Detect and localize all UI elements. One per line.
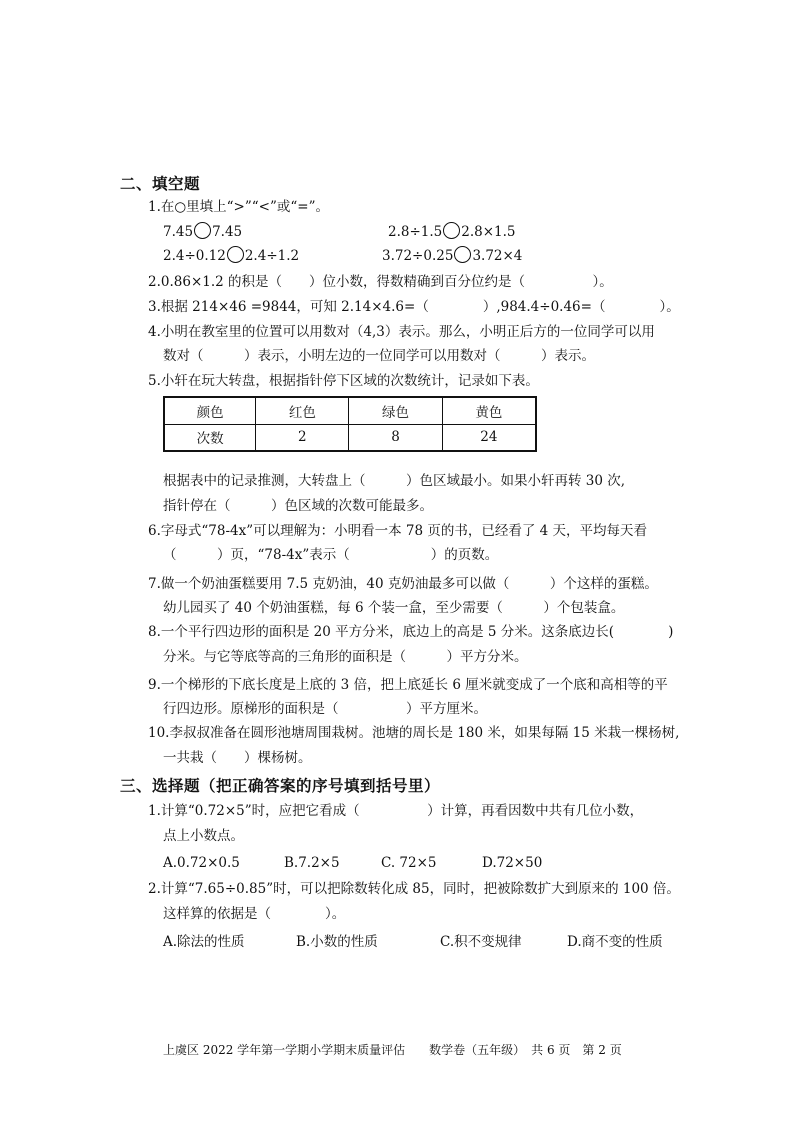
s3-q1-option-b[interactable]: B.7.2×5: [284, 855, 340, 871]
q3-text: 3.根据 214×46 =9844，可知 2.14×4.6=（ ）,984.4÷0.46=（ ）。: [148, 299, 680, 315]
s3-q1-option-a[interactable]: A.0.72×0.5: [163, 855, 240, 871]
table-cell: 24: [442, 424, 536, 451]
s3-q2-option-d[interactable]: D.商不变的性质: [567, 934, 663, 950]
q6-line-2: （ ）页，“78-4x”表示（ ）的页数。: [163, 547, 499, 563]
s3-q1-line-2: 点上小数点。: [163, 828, 244, 844]
q7-line-1: 7.做一个奶油蛋糕要用 7.5 克奶油，40 克奶油最多可以做（ ）个这样的蛋糕。: [148, 576, 658, 592]
compare-circle-icon[interactable]: [194, 222, 211, 239]
q1-item-3-left: 2.4÷0.12: [163, 248, 226, 264]
table-header-cell: 绿色: [349, 397, 442, 424]
q1-item-1-left: 7.45: [163, 224, 194, 240]
q1-item-4-right: 3.72×4: [472, 248, 523, 264]
table-header-cell: 颜色: [164, 397, 256, 424]
table-header-cell: 红色: [256, 397, 349, 424]
table-cell: 次数: [164, 424, 256, 451]
table-cell: 8: [349, 424, 442, 451]
compare-circle-icon[interactable]: [227, 246, 244, 263]
q1-item-1: [163, 222, 242, 242]
q7-line-2: 幼儿园买了 40 个奶油蛋糕，每 6 个装一盒，至少需要（ ）个包装盒。: [163, 600, 625, 616]
q6-line-1: 6.字母式“78-4x”可以理解为：小明看一本 78 页的书，已经看了 4 天，平均每天看: [148, 523, 648, 539]
section-title-choice: 三、选择题（把正确答案的序号填到括号里）: [120, 777, 441, 795]
q5-text: 5.小轩在玩大转盘，根据指针停下区域的次数统计，记录如下表。: [148, 373, 539, 389]
q1-item-2-right: 2.8×1.5: [461, 224, 516, 240]
s3-q1-option-d[interactable]: D.72×50: [482, 855, 543, 871]
q1-item-3: [163, 246, 299, 266]
q1-item-2: [388, 222, 516, 242]
s3-q1-line-1: 1.计算“0.72×5”时，应把它看成（ ）计算，再看因数中共有几位小数，: [148, 803, 644, 819]
table-cell: 2: [256, 424, 349, 451]
q2-text: 2.0.86×1.2 的积是（ ）位小数，得数精确到百分位约是（ ）。: [148, 274, 613, 290]
q1-item-3-right: 2.4÷1.2: [244, 248, 300, 264]
compare-circle-icon[interactable]: [454, 246, 471, 263]
s3-q2-line-2: 这样算的依据是（ ）。: [163, 906, 346, 922]
q9-line-2: 行四边形。原梯形的面积是（ ）平方厘米。: [163, 701, 487, 717]
q8-line-2: 分米。与它等底等高的三角形的面积是（ ）平方分米。: [163, 649, 528, 665]
table-row: [164, 424, 536, 451]
table-row: [164, 397, 536, 424]
q1-item-1-right: 7.45: [212, 224, 243, 240]
q1-item-2-left: 2.8÷1.5: [388, 224, 443, 240]
compare-circle-icon[interactable]: [443, 222, 460, 239]
q10-line-2: 一共栽（ ）棵杨树。: [163, 750, 312, 766]
s3-q1-option-c[interactable]: C. 72×5: [381, 855, 437, 871]
section-title-fill-blank: 二、填空题: [120, 175, 201, 193]
s3-q2-option-c[interactable]: C.积不变规律: [440, 934, 522, 950]
q5-line-3: 指针停在（ ）色区域的次数可能最多。: [163, 498, 433, 514]
s3-q2-line-1: 2.计算“7.65÷0.85”时，可以把除数转化成 85，同时，把被除数扩大到原来的 100 倍。: [148, 881, 680, 897]
s3-q2-option-a[interactable]: A.除法的性质: [163, 934, 245, 950]
page-footer: 上虞区 2022 学年第一学期小学期末质量评估 数学卷（五年级） 共 6 页 第 2 页: [163, 1043, 622, 1057]
q8-line-1: 8.一个平行四边形的面积是 20 平方分米，底边上的高是 5 分米。这条底边长( ): [148, 624, 674, 640]
q5-line-2: 根据表中的记录推测，大转盘上（ ）色区域最小。如果小轩再转 30 次,: [163, 473, 626, 489]
q1-stem: 1.在○里填上“>”“<”或“=”。: [148, 199, 330, 215]
q4-line-1: 4.小明在教室里的位置可以用数对（4,3）表示。那么，小明正后方的一位同学可以用: [148, 324, 655, 340]
q10-line-1: 10.李叔叔准备在圆形池塘周围栽树。池塘的周长是 180 米，如果每隔 15 米栽一棵杨树,: [148, 725, 680, 741]
table-header-cell: 黄色: [442, 397, 536, 424]
s3-q2-option-b[interactable]: B.小数的性质: [296, 934, 378, 950]
q4-line-2: 数对（ ）表示，小明左边的一位同学可以用数对（ ）表示。: [163, 348, 595, 364]
spin-stat-table: [163, 396, 537, 452]
q1-item-4: [382, 246, 522, 266]
q1-item-4-left: 3.72÷0.25: [382, 248, 454, 264]
q9-line-1: 9.一个梯形的下底长度是上底的 3 倍，把上底延长 6 厘米就变成了一个底和高相等的平: [148, 677, 668, 693]
